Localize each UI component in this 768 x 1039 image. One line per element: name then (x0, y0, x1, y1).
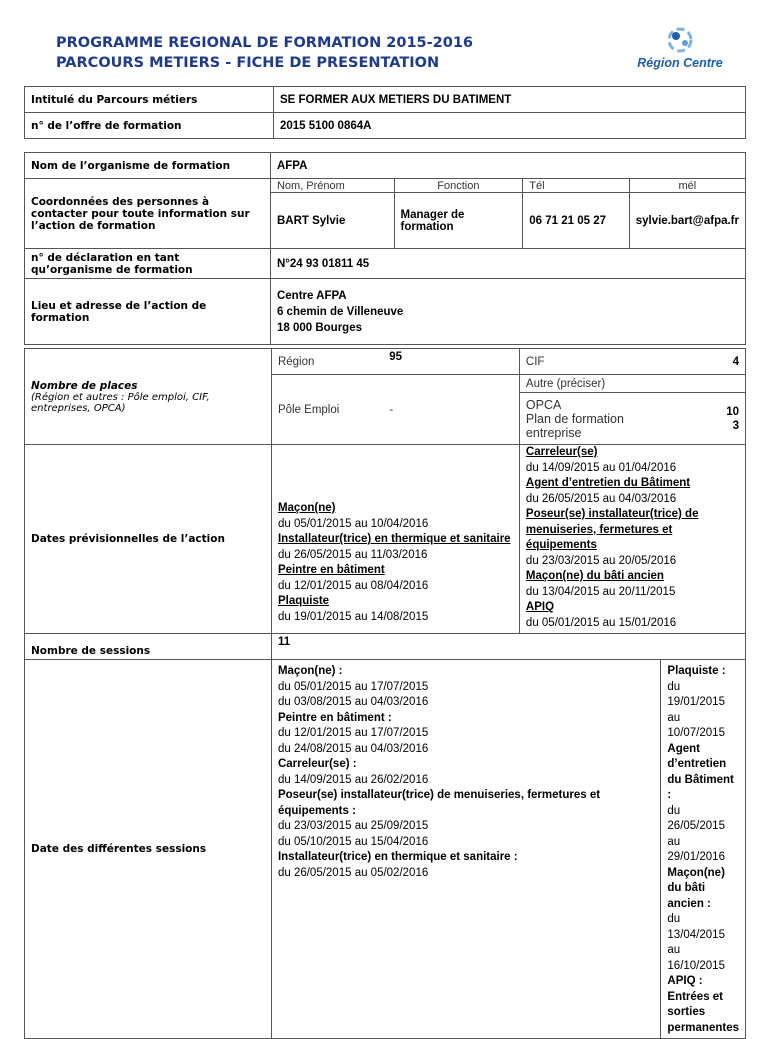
dates-right-title-3: Poseur(se) installateur(trice) de menuiseries, fermetures et équipements (525, 508, 699, 551)
dates-left-date-4: du 19/01/2015 au 14/08/2015 (277, 610, 429, 623)
contact-mel[interactable]: sylvie.bart@afpa.fr (629, 193, 745, 249)
declaration-label: n° de déclaration en tant qu’organisme de formation (25, 249, 271, 279)
diff-right-line: du 26/05/2015 au 29/01/2016 (667, 804, 725, 863)
diff-left-line: du 03/08/2015 au 04/03/2016 (277, 696, 429, 708)
dates-right (519, 445, 745, 634)
diff-left-line: Peintre en bâtiment : (277, 711, 392, 724)
parcours-table (24, 86, 746, 139)
dates-right-date-3: du 23/03/2015 au 20/05/2016 (525, 554, 677, 567)
diff-left-line: du 24/08/2015 au 04/03/2016 (277, 742, 429, 755)
places-label: Nombre de places (31, 379, 138, 392)
declaration-value: N°24 93 01811 45 (270, 249, 745, 279)
contact-tel: 06 71 21 05 27 (523, 193, 629, 249)
diff-right-line: du 13/04/2015 au 16/10/2015 (667, 913, 725, 972)
diff-left-line: du 12/01/2015 au 17/07/2015 (277, 727, 429, 739)
lieu-line-3: 18 000 Bourges (276, 321, 362, 334)
places-label-cell (25, 349, 272, 445)
dates-left (271, 445, 519, 634)
dates-right-title-5: APIQ (525, 601, 555, 613)
cif-label: CIF (519, 349, 660, 375)
opca-value-2: 3 (732, 419, 739, 432)
opca-line-3: entreprise (525, 425, 582, 440)
cif-value: 4 (661, 349, 746, 375)
diff-right-line: Maçon(ne) du bâti ancien : (667, 866, 725, 910)
diff-right-line: Agent d’entretien du Bâtiment : (667, 742, 734, 801)
lieu-line-1: Centre AFPA (276, 289, 347, 302)
lieu-label: Lieu et adresse de l’action de formation (25, 279, 271, 345)
dates-left-date-1: du 05/01/2015 au 10/04/2016 (277, 517, 429, 530)
page-title (56, 33, 473, 73)
region-centre-logo (630, 26, 730, 70)
organisme-value: AFPA (270, 153, 745, 179)
dates-right-date-5: du 05/01/2015 au 15/01/2016 (525, 616, 677, 629)
dates-left-title-4: Plaquiste (277, 595, 330, 607)
diff-left-line: du 26/05/2015 au 05/02/2016 (277, 866, 429, 879)
diff-left (271, 660, 660, 1039)
diff-right (661, 660, 746, 1039)
opca-line-1: OPCA (525, 397, 562, 412)
dates-right-date-2: du 26/05/2015 au 04/03/2016 (525, 492, 677, 505)
diff-label: Date des différentes sessions (25, 660, 272, 1039)
intitule-value: SE FORMER AUX METIERS DU BATIMENT (274, 87, 746, 113)
diff-left-line: du 14/09/2015 au 26/02/2016 (277, 773, 429, 786)
logo-text: Région Centre (637, 56, 723, 70)
diff-left-line: Carreleur(se) : (277, 758, 357, 770)
places-table (24, 348, 746, 1039)
dates-right-title-4: Maçon(ne) du bâti ancien (525, 570, 664, 582)
dates-left-title-2: Installateur(trice) en thermique et sanitaire (277, 533, 511, 545)
dates-label: Dates prévisionnelles de l’action (25, 445, 272, 634)
lieu-line-2: 6 chemin de Villeneuve (276, 305, 404, 318)
dates-left-title-1: Maçon(ne) (277, 502, 336, 514)
region-label: Région (271, 349, 383, 375)
contact-header-tel: Tél (523, 179, 629, 193)
dates-right-date-1: du 14/09/2015 au 01/04/2016 (525, 461, 677, 474)
dates-right-date-4: du 13/04/2015 au 20/11/2015 (525, 585, 676, 598)
contact-header-mel: mél (629, 179, 745, 193)
diff-left-line: Installateur(trice) en thermique et sanitaire : (277, 851, 518, 863)
opca-label (519, 393, 660, 445)
diff-left-line: Maçon(ne) : (277, 665, 343, 677)
diff-right-line: du 19/01/2015 au 10/07/2015 (667, 680, 725, 739)
dates-left-date-2: du 26/05/2015 au 11/03/2016 (277, 548, 428, 561)
diff-left-line: du 23/03/2015 au 25/09/2015 (277, 820, 429, 832)
contact-header-nom: Nom, Prénom (270, 179, 394, 193)
opca-value-1: 10 (726, 405, 739, 418)
diff-right-list (667, 664, 739, 1036)
dates-right-title-1: Carreleur(se) (525, 446, 598, 458)
contact-label: Coordonnées des personnes à contacter pour toute information sur l’action de formation (25, 179, 271, 249)
title-line-2: PARCOURS METIERS - FICHE DE PRESENTATION (56, 55, 440, 71)
sessions-label: Nombre de sessions (25, 634, 272, 660)
diff-right-line: APIQ : Entrées et sorties permanentes (667, 975, 739, 1034)
diff-left-line: Poseur(se) installateur(trice) de menuiseries, fermetures et équipements : (277, 789, 601, 817)
dates-left-title-3: Peintre en bâtiment (277, 564, 385, 576)
intitule-label: Intitulé du Parcours métiers (25, 87, 274, 113)
pole-label: Pôle Emploi (271, 375, 383, 445)
dates-left-date-3: du 12/01/2015 au 08/04/2016 (277, 579, 429, 592)
contact-fonction: Manager de formation (394, 193, 523, 249)
dates-right-title-2: Agent d’entretien du Bâtiment (525, 477, 691, 489)
organisme-label: Nom de l’organisme de formation (25, 153, 271, 179)
organisme-table (24, 152, 746, 345)
opca-values (661, 393, 746, 445)
lieu-value (270, 279, 745, 345)
sessions-value: 11 (271, 634, 745, 660)
autre-label: Autre (préciser) (519, 375, 745, 393)
offre-label: n° de l’offre de formation (25, 113, 274, 139)
diff-left-line: du 05/10/2015 au 15/04/2016 (277, 835, 429, 848)
region-value: 95 (383, 349, 519, 375)
offre-value: 2015 5100 0864A (274, 113, 746, 139)
diff-left-line: du 05/01/2015 au 17/07/2015 (277, 680, 429, 693)
pole-value: - (383, 375, 519, 445)
diff-left-list (278, 664, 654, 881)
opca-line-2: Plan de formation (525, 411, 624, 426)
places-sub: (Région et autres : Pôle emploi, CIF, entreprises, OPCA) (31, 391, 210, 414)
contact-header-fonction: Fonction (394, 179, 523, 193)
contact-nom: BART Sylvie (270, 193, 394, 249)
diff-right-line: Plaquiste : (667, 665, 726, 677)
logo-emblem-icon (630, 26, 730, 56)
title-line-1: PROGRAMME REGIONAL DE FORMATION 2015-2016 (56, 35, 473, 51)
